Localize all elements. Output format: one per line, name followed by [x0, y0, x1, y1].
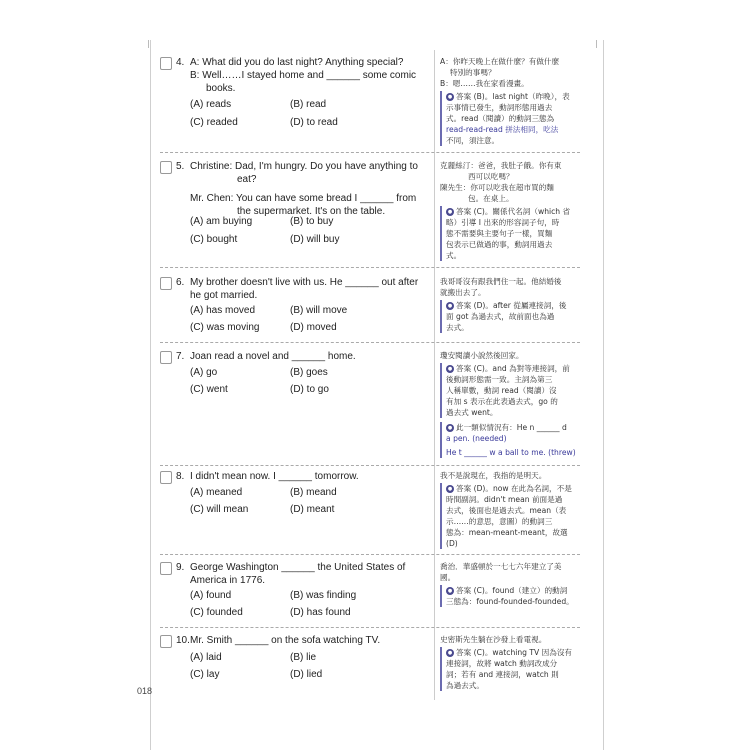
separator [160, 267, 580, 268]
checkbox[interactable] [160, 562, 172, 575]
answer-line: 瓊安閱讀小說然後回家。 [440, 351, 524, 360]
answer-line: read-read-read 拼法相同，吃法 [446, 125, 559, 134]
checkbox[interactable] [160, 161, 172, 174]
page-number: 018 [137, 686, 153, 696]
answer-line: 史密斯先生躺在沙發上看電視。 [440, 635, 547, 644]
answer-line: 答案 (D)。now 在此為名詞，不是 [456, 484, 572, 493]
question-number: 7. [176, 351, 185, 362]
question-number: 6. [176, 277, 185, 288]
answer-line: 答案 (C)。found（建立）的動詞 [456, 586, 568, 595]
answer-line: 我哥哥沒有跟我們住一起。他結婚後 [440, 277, 562, 286]
answer-line: 過去式 went。 [446, 408, 498, 417]
question-stem [190, 276, 428, 302]
answer-line: B：嗯……我在家看漫畫。 [440, 79, 529, 88]
explanation [440, 363, 580, 418]
option-b[interactable]: (B) read [290, 99, 327, 110]
stem-line: My brother doesn't live with us. He ______ out after [190, 277, 419, 288]
option-a[interactable]: (A) laid [190, 652, 222, 663]
answer-line: 有加 s 表示在此表過去式，go 的 [446, 397, 558, 406]
answer-5 [440, 160, 580, 261]
answer-line: 西可以吃嗎？ [468, 172, 514, 181]
answer-line: 示事情已發生，動詞形態用過去 [446, 103, 553, 112]
note-icon: ● [447, 650, 453, 656]
answer-line: A：你昨天晚上在做什麼？有做什麼 [440, 57, 560, 66]
note-icon: ● [447, 94, 453, 100]
crop-mark [148, 40, 149, 48]
explanation [440, 206, 580, 261]
answer-line: 詞；若有 and 連接詞，watch 則 [446, 670, 559, 679]
explanation [440, 483, 580, 549]
explanation-bar [440, 363, 442, 418]
option-b[interactable]: (B) meand [290, 487, 337, 498]
answer-line: a pen. (needed) [446, 434, 507, 443]
answer-line: 包。在桌上。 [468, 194, 514, 203]
answer-line: 連接詞，故將 watch 動詞改成分 [446, 659, 558, 668]
stem-line: George Washington ______ the United States of [190, 562, 406, 573]
answer-line: 就搬出去了。 [440, 288, 486, 297]
stem-line: B: Well……I stayed home and ______ some comic [190, 70, 417, 81]
explanation-bar [440, 647, 442, 691]
answer-line: 答案 (C)。watching TV 因為沒有 [456, 648, 573, 657]
stem-line: Mr. Chen: You can have some bread I ______ from [190, 193, 417, 204]
answer-line: 答案 (C)。and 為對等連接詞，前 [456, 364, 570, 373]
option-b[interactable]: (B) was finding [290, 590, 357, 601]
explanation [440, 585, 580, 607]
explanation-bar [440, 585, 442, 607]
answer-line: 答案 (D)。after 從屬連接詞，後 [456, 301, 567, 310]
question-number: 4. [176, 57, 185, 68]
explanation [440, 300, 580, 333]
separator [160, 342, 580, 343]
answer-7 [440, 350, 580, 458]
option-a[interactable]: (A) reads [190, 99, 232, 110]
answer-line: He t ______ w a ball to me. (threw) [446, 448, 576, 457]
answer-line: (D) [446, 539, 458, 548]
answer-line: 式。 [446, 251, 462, 260]
note-icon: ● [447, 486, 453, 492]
tip-bar [440, 422, 442, 458]
tip-icon: ● [447, 425, 453, 431]
answer-line: 去式。 [446, 323, 469, 332]
option-a[interactable]: (A) am buying [190, 216, 253, 227]
option-a[interactable]: (A) meaned [190, 487, 243, 498]
answer-line: 國。 [440, 573, 456, 582]
note-icon: ● [447, 303, 453, 309]
question-stem [190, 56, 428, 95]
question-number: 8. [176, 471, 185, 482]
separator [160, 152, 580, 153]
checkbox[interactable] [160, 277, 172, 290]
option-c[interactable]: (C) readed [190, 117, 238, 128]
question-10 [160, 634, 430, 694]
checkbox[interactable] [160, 351, 172, 364]
answer-line: 答案 (B)。last night（昨晚），表 [456, 92, 570, 101]
stem-line: Christine: Dad, I'm hungry. Do you have anything to [190, 161, 418, 172]
answer-line: 不同，須注意。 [446, 136, 500, 145]
answer-line: 克麗絲汀：爸爸，我肚子餓。你有東 [440, 161, 562, 170]
answer-line: 略）引導 I 出來的形容詞子句，時 [446, 218, 560, 227]
checkbox[interactable] [160, 471, 172, 484]
stem-line: books. [206, 83, 236, 94]
question-number: 10. [176, 635, 190, 646]
answer-line: 態不需要與主要句子一樣，買麵 [446, 229, 553, 238]
option-b[interactable]: (B) will move [290, 305, 348, 316]
question-4 [160, 56, 430, 156]
note-icon: ● [447, 209, 453, 215]
answer-line: 答案 (C)。關係代名詞（which 省 [456, 207, 571, 216]
note-icon: ● [447, 588, 453, 594]
explanation [440, 647, 580, 691]
stem-line: he got married. [190, 290, 258, 301]
answer-8 [440, 470, 580, 549]
stem-line: Joan read a novel and ______ home. [190, 351, 356, 362]
option-d[interactable]: (D) meant [290, 504, 335, 515]
option-a[interactable]: (A) go [190, 367, 218, 378]
separator [160, 627, 580, 628]
explanation-bar [440, 483, 442, 549]
explanation-bar [440, 206, 442, 261]
answer-line: 特別的事嗎？ [450, 68, 496, 77]
answer-line: 我不是說現在，我指的是明天。 [440, 471, 547, 480]
option-c[interactable]: (C) founded [190, 607, 243, 618]
answer-line: 去式，後面也是過去式。mean（表 [446, 506, 567, 515]
question-9 [160, 561, 430, 621]
option-b[interactable]: (B) to buy [290, 216, 334, 227]
stem-line: Mr. Smith ______ on the sofa watching TV. [190, 635, 381, 646]
answer-line: 陳先生：你可以吃我在超市買的麵 [440, 183, 554, 192]
question-6 [160, 276, 430, 336]
answer-9 [440, 561, 580, 607]
answer-line: 面 got 為過去式，故前面也為過 [446, 312, 555, 321]
stem-line: eat? [237, 174, 257, 185]
answer-10 [440, 634, 580, 691]
answer-line: 包表示已做過的事，動詞用過去 [446, 240, 553, 249]
stem-line: A: What did you do last night? Anything special? [190, 57, 404, 68]
option-d[interactable]: (D) lied [290, 669, 323, 680]
option-c[interactable]: (C) went [190, 384, 228, 395]
answer-6 [440, 276, 580, 333]
answer-line: 後動詞形態需一致。主詞為第三 [446, 375, 553, 384]
option-d[interactable]: (D) to read [290, 117, 338, 128]
option-d[interactable]: (D) will buy [290, 234, 340, 245]
answer-line: 人稱單數，動詞 read（閱讀）沒 [446, 386, 557, 395]
question-5 [160, 160, 430, 260]
answer-line: 此一類似情況有：He n ______ d [456, 423, 567, 432]
question-7 [160, 350, 430, 410]
option-a[interactable]: (A) found [190, 590, 232, 601]
answer-line: 態為：mean-meant-meant，故選 [446, 528, 568, 537]
stem-line: America in 1776. [190, 575, 266, 586]
answer-line: 為過去式。 [446, 681, 484, 690]
answer-line: 式。read（閱讀）的動詞三態為 [446, 114, 555, 123]
question-stem [190, 160, 428, 218]
stem-line: I didn't mean now. I ______ tomorrow. [190, 471, 359, 482]
option-d[interactable]: (D) has found [290, 607, 351, 618]
explanation-bar [440, 91, 442, 146]
answer-4 [440, 56, 580, 146]
option-c[interactable]: (C) will mean [190, 504, 249, 515]
option-d[interactable]: (D) moved [290, 322, 337, 333]
option-b[interactable]: (B) lie [290, 652, 317, 663]
explanation [440, 91, 580, 146]
question-number: 9. [176, 562, 185, 573]
note-icon: ● [447, 366, 453, 372]
checkbox[interactable] [160, 635, 172, 648]
option-c[interactable]: (C) bought [190, 234, 238, 245]
checkbox[interactable] [160, 57, 172, 70]
question-stem [190, 561, 428, 587]
separator [160, 554, 580, 555]
answer-line: 喬治．華盛頓於一七七六年建立了美 [440, 562, 562, 571]
separator [160, 465, 580, 466]
answer-line: 三態為：found-founded-founded。 [446, 597, 574, 606]
stem-line: the supermarket. It's on the table. [237, 206, 386, 217]
option-c[interactable]: (C) was moving [190, 322, 260, 333]
option-d[interactable]: (D) to go [290, 384, 329, 395]
question-stem [190, 350, 428, 363]
column-divider [434, 50, 435, 700]
option-a[interactable]: (A) has moved [190, 305, 256, 316]
answer-line: 示……的意思，意圖）的動詞三 [446, 517, 553, 526]
answer-line: 時間副詞。didn't mean 前面是過 [446, 495, 563, 504]
question-8 [160, 470, 430, 530]
crop-mark [596, 40, 597, 48]
question-number: 5. [176, 161, 185, 172]
option-c[interactable]: (C) lay [190, 669, 220, 680]
question-stem [190, 634, 428, 647]
question-stem [190, 470, 428, 483]
explanation-bar [440, 300, 442, 333]
option-b[interactable]: (B) goes [290, 367, 328, 378]
tip [440, 422, 580, 458]
